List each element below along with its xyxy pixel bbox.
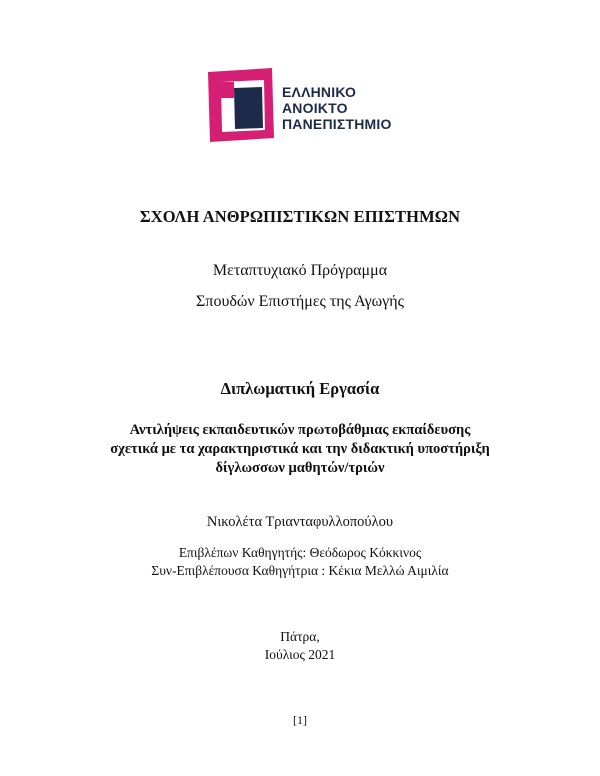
place-date: [0, 628, 600, 664]
supervisor-line-1: Επιβλέπων Καθηγητής: Θεόδωρος Κόκκινος: [178, 545, 422, 560]
school-name: ΣΧΟΛΗ ΑΝΘΡΩΠΙΣΤΙΚΩΝ ΕΠΙΣΤΗΜΩΝ: [139, 207, 461, 226]
program-line-1: Μεταπτυχιακό Πρόγραμμα: [212, 262, 388, 279]
logo-emblem-icon: [208, 68, 280, 142]
logo-line-1: ΕΛΛΗΝΙΚΟ: [282, 84, 357, 100]
logo-line-2: ΑΝΟΙΚΤΟ: [282, 100, 348, 116]
author-name: Νικολέτα Τριανταφυλλοπούλου: [206, 514, 394, 530]
university-logo: [208, 68, 408, 142]
thesis-title: [0, 421, 600, 478]
page-number: [1]: [293, 713, 307, 727]
date: Ιούλιος 2021: [264, 647, 336, 662]
supervisor-line-2: Συν-Επιβλέπουσα Καθηγήτρια : Κέκια Μελλώ Αιμιλία: [151, 563, 449, 578]
thesis-title-line-2: σχετικά με τα χαρακτηριστικά και την διδακτική υποστήριξη: [110, 441, 490, 457]
supervisors: [0, 544, 600, 580]
document-type: Διπλωματική Εργασία: [220, 379, 380, 398]
thesis-title-line-3: δίγλωσσων μαθητών/τριών: [215, 460, 385, 476]
program-line-2: Σπουδών Επιστήμες της Αγωγής: [196, 293, 404, 310]
place: Πάτρα,: [280, 629, 320, 644]
logo-line-3: ΠΑΝΕΠΙΣΤΗΜΙΟ: [282, 116, 392, 132]
logo-wordmark: [282, 84, 392, 132]
thesis-title-line-1: Αντιλήψεις εκπαιδευτικών πρωτοβάθμιας εκπαίδευσης: [129, 422, 471, 438]
